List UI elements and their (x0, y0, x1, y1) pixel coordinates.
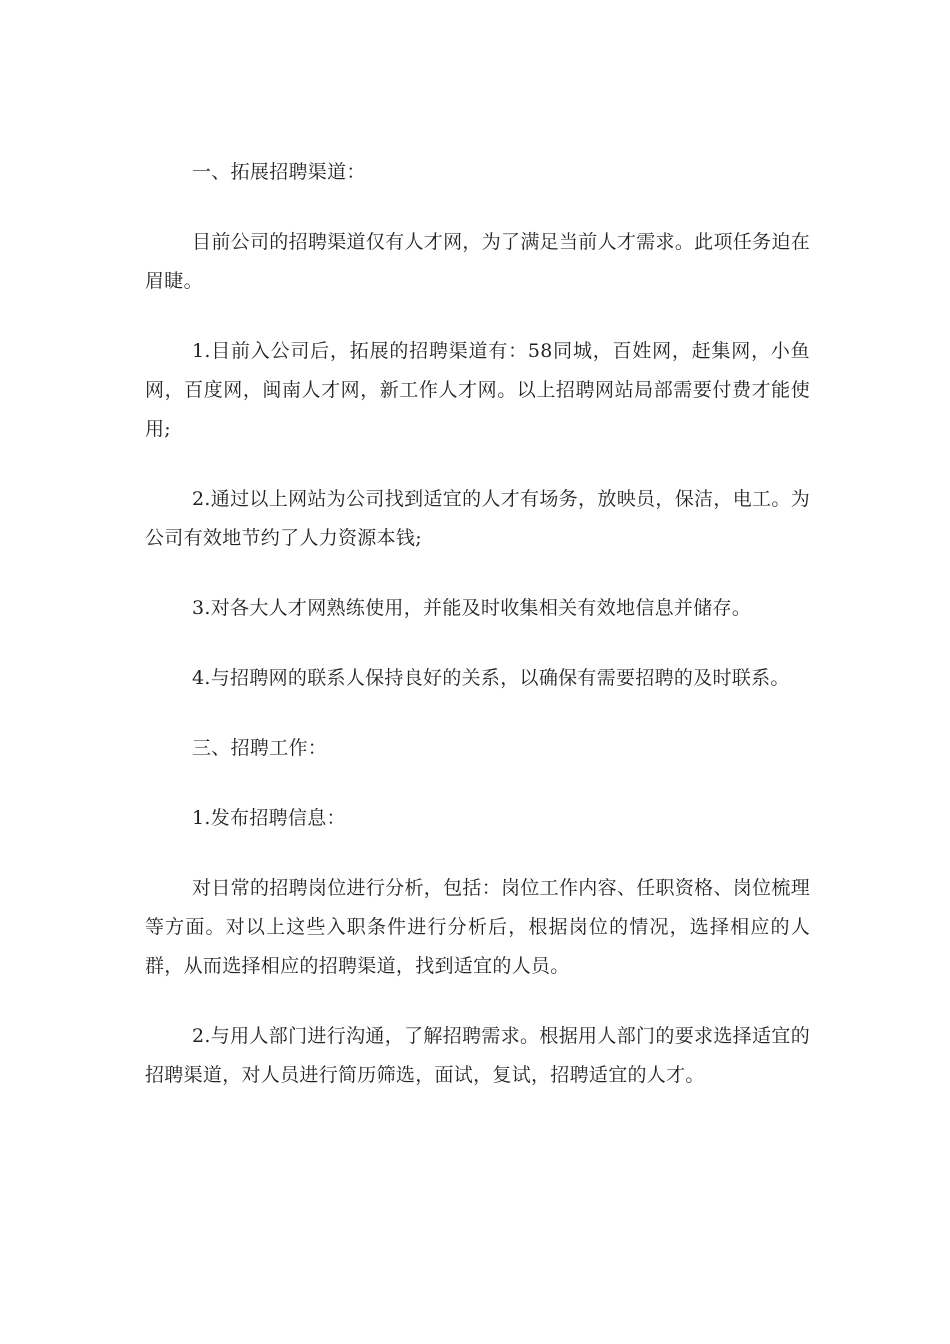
section-heading-recruiting-work: 三、招聘工作： (192, 737, 328, 759)
list-item-2-talent-found: 2.通过以上网站为公司找到适宜的人才有场务，放映员，保洁，电工。为公司有效地节约了人力资源本钱; (145, 488, 810, 549)
list-item-4-contacts: 4.与招聘网的联系人保持良好的关系，以确保有需要招聘的及时联系。 (192, 667, 790, 689)
paragraph-current-channels: 目前公司的招聘渠道仅有人才网，为了满足当前人才需求。此项任务迫在眉睫。 (145, 231, 810, 292)
section-heading-expand-channels: 一、拓展招聘渠道： (192, 161, 366, 183)
list-item-2-communication: 2.与用人部门进行沟通，了解招聘需求。根据用人部门的要求选择适宜的招聘渠道，对人员进行简历筛选，面试，复试，招聘适宜的人才。 (145, 1025, 810, 1086)
list-item-1-new-channels: 1.目前入公司后，拓展的招聘渠道有：58同城，百姓网，赶集网，小鱼网，百度网，闽南人才网，新工作人才网。以上招聘网站局部需要付费才能使用; (145, 340, 810, 440)
document-body (145, 153, 810, 1126)
list-item-3-usage: 3.对各大人才网熟练使用，并能及时收集相关有效地信息并储存。 (192, 597, 752, 619)
sub-heading-publish-info: 1.发布招聘信息： (192, 807, 346, 829)
paragraph-position-analysis: 对日常的招聘岗位进行分析，包括：岗位工作内容、任职资格、岗位梳理等方面。对以上这些入职条件进行分析后，根据岗位的情况，选择相应的人群，从而选择相应的招聘渠道，找到适宜的人员。 (145, 877, 810, 977)
